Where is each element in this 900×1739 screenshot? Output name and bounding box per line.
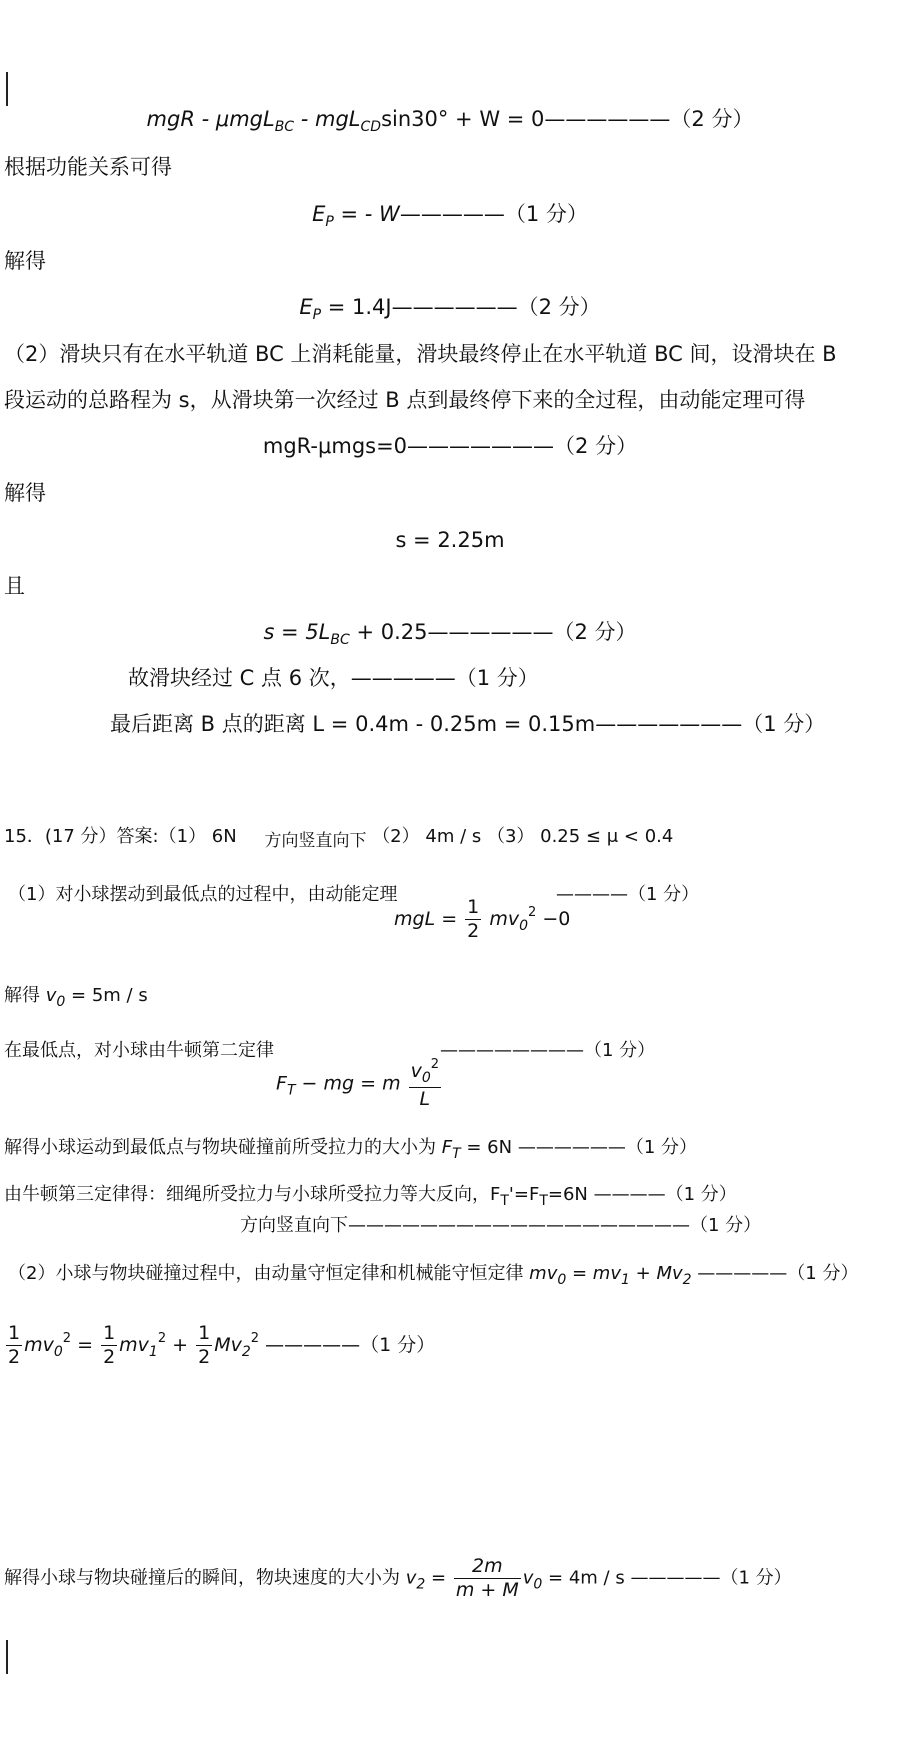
- q15-direction: 方向竖直向下———————————————————（1 分）: [240, 1215, 762, 1236]
- equation-s-decomp: $s = 5L_{BC}$ + 0.25——————（2 分）: [263, 620, 637, 648]
- q15-energy-equation: $\frac{1}{2}$ $mv_0^2$ = $\frac{1}{2}$ $mv_1^2$ + $\frac{1}{2}$ $Mv_2^2$ —————（1 分）: [8, 1322, 436, 1368]
- equation-energy-theorem: mgR-μmgs=0———————（2 分）: [262, 434, 638, 458]
- q15-newton-score: ————————（1 分）: [440, 1040, 656, 1061]
- left-margin-mark-bottom: [6, 1640, 8, 1674]
- q15-newton-text: 在最低点，对小球由牛顿第二定律: [4, 1040, 274, 1061]
- q15-part1-score: ————（1 分）: [556, 884, 700, 905]
- q15-third-law: 由牛顿第三定律得：细绳所受拉力与小球所受拉力等大反向，$F_T'=F_T=6N$ ————（1 分）: [4, 1184, 737, 1209]
- text-gongneng: 根据功能关系可得: [4, 155, 172, 179]
- q15-newton-equation: $F_T$ − mg = m $\frac{v_0^2}{L}$: [276, 1057, 440, 1110]
- q15-part2-momentum: （2）小球与物块碰撞过程中，由动量守恒定律和机械能守恒定律 $mv_0 = mv_1 + Mv_2$ —————（1 分）: [8, 1263, 859, 1288]
- left-margin-mark-top: [6, 72, 8, 106]
- part2-line-2: 段运动的总路程为 s，从滑块第一次经过 B 点到最终停下来的全过程，由动能定理可得: [4, 388, 806, 412]
- q15-answer-header: 15．(17 分）答案:（1） 6N 方向竖直向下 （2） 4m / s （3） 0.25 ≤ μ < 0.4: [4, 826, 674, 851]
- text-qie: 且: [4, 574, 25, 598]
- line-c-six-times: 故滑块经过 C 点 6 次，—————（1 分）: [128, 666, 539, 690]
- q15-part1-equation: mgL = $\frac{1}{2}$ $mv_0^2 -0$: [394, 896, 571, 942]
- text-jiede-2: 解得: [4, 481, 46, 505]
- line-final-distance: 最后距离 B 点的距离 L = 0.4m - 0.25m = 0.15m———————（1 分）: [110, 712, 826, 736]
- q15-part1-text: （1）对小球摆动到最低点的过程中，由动能定理: [8, 884, 398, 905]
- equation-ep-w: $E_P$ = - W—————（1 分）: [312, 202, 588, 230]
- q15-v2-result: 解得小球与物块碰撞后的瞬间，物块速度的大小为 $v_2$ = $\frac{2m}{m + M}$ $v_0 = 4m / s$ —————（1 分）: [4, 1555, 792, 1601]
- part2-line-1: （2）滑块只有在水平轨道 BC 上消耗能量，滑块最终停止在水平轨道 BC 间，设滑块在 B: [4, 342, 837, 366]
- equation-s-value: s = 2.25m: [395, 528, 505, 552]
- text-jiede-1: 解得: [4, 249, 46, 273]
- q15-tension-result: 解得小球运动到最低点与物块碰撞前所受拉力的大小为 $F_T = 6N$ ——————（1 分）: [4, 1137, 698, 1162]
- equation-ep-value: $E_P$ = 1.4J——————（2 分）: [299, 295, 601, 323]
- equation-work: mgR - μmgL$_{BC}$ - mgL$_{CD}$sin30° + W = 0——————（2 分）: [146, 107, 754, 135]
- q15-v0-result: 解得 $v_0 = 5m / s$: [4, 985, 148, 1010]
